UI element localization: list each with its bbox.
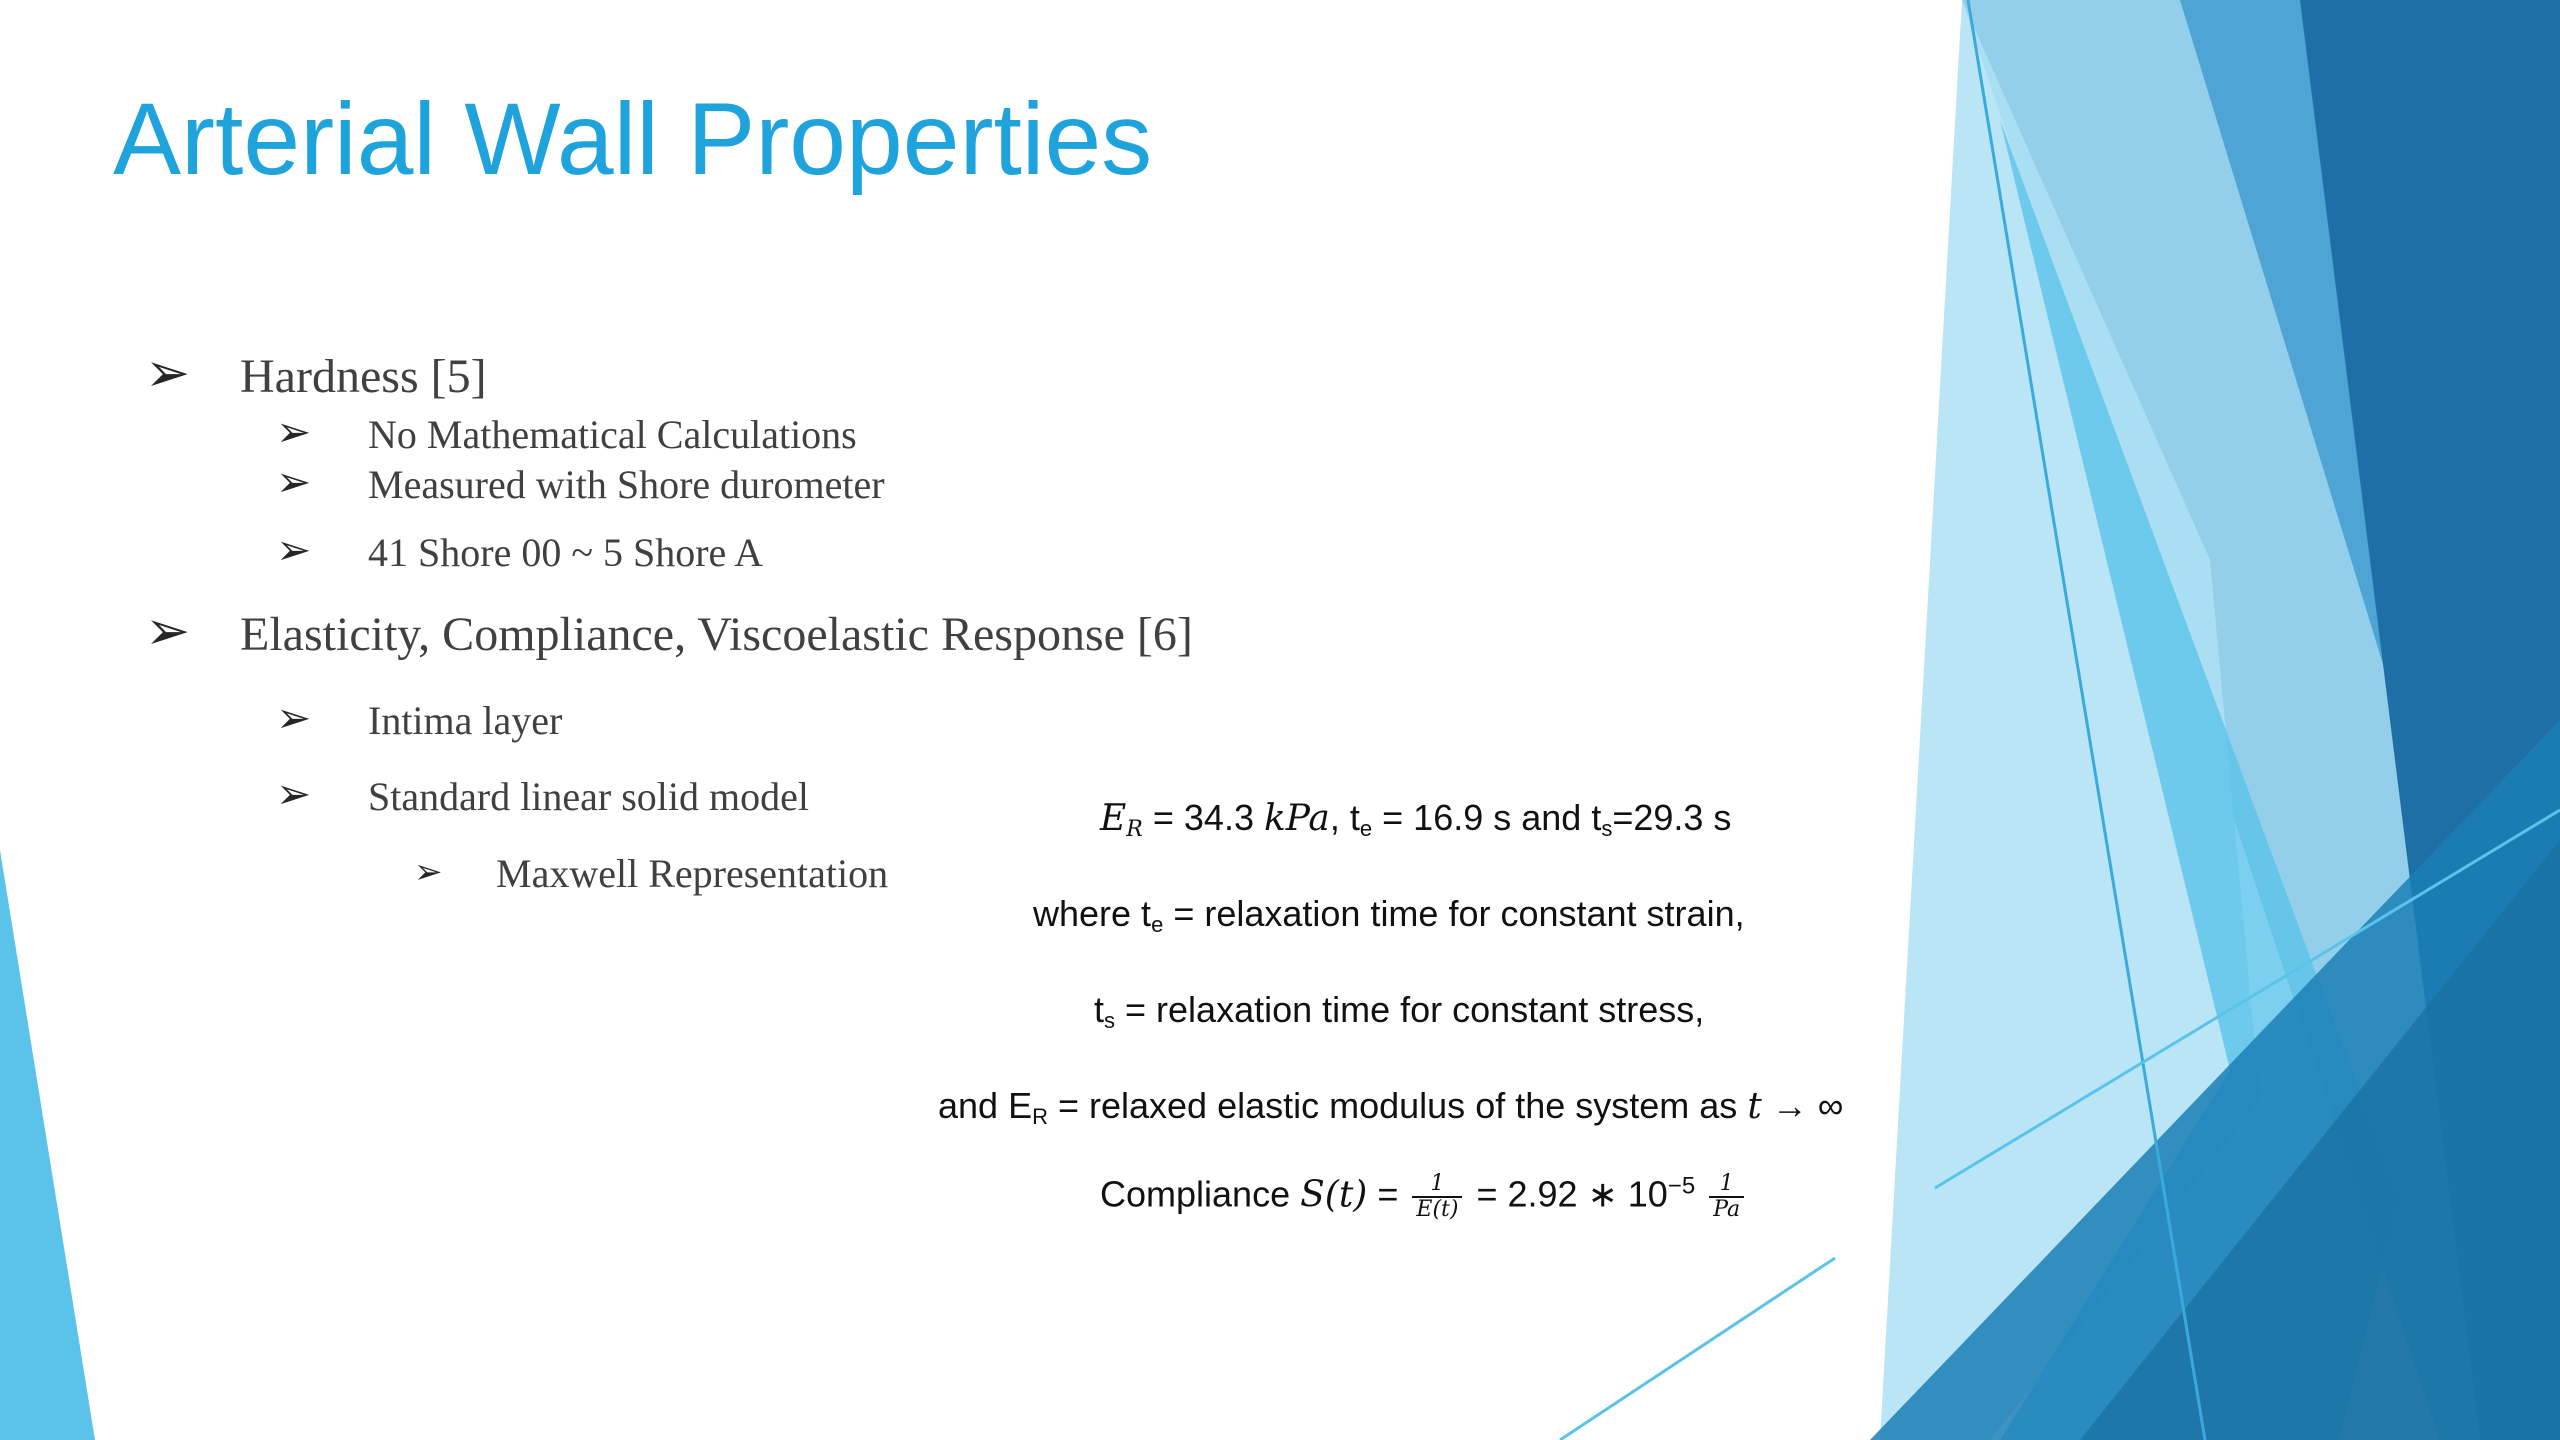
bullet-text: Intima layer (368, 698, 563, 743)
bullet-text: Measured with Shore durometer (368, 462, 885, 507)
arrow-bullet-icon: ➢ (276, 693, 312, 742)
er-def-text: = relaxed elastic modulus of the system as (1047, 1085, 1738, 1126)
er-symbol: E (1100, 798, 1127, 839)
equation-ts-definition (1094, 989, 1704, 1034)
bullet-text: Elasticity, Compliance, Viscoelastic Response [6] (240, 608, 1193, 661)
fraction-numerator: 1 (1709, 1172, 1744, 1198)
fraction-denominator: E(t) (1416, 1197, 1459, 1223)
arrow-bullet-icon: ➢ (276, 525, 312, 574)
ts-subscript: s (1601, 816, 1613, 841)
deco-line-3 (1560, 1258, 1835, 1440)
bullet-text: Standard linear solid model (368, 774, 810, 819)
slide-title: Arterial Wall Properties (113, 82, 1153, 196)
fraction-1-over-pa (1709, 1172, 1744, 1222)
er-subscript: R (1126, 817, 1143, 842)
equation-er-definition (938, 1085, 1843, 1130)
er-unit: kPa (1263, 798, 1330, 839)
ts-def-subscript: s (1104, 1008, 1116, 1033)
er-lead: and E (938, 1085, 1033, 1126)
bullet-text: Hardness [5] (240, 350, 487, 403)
fraction-denominator: Pa (1713, 1197, 1741, 1223)
equation-er-te-ts (1100, 797, 1731, 842)
bullet-text: No Mathematical Calculations (368, 412, 857, 457)
ts-value: =29.3 s (1612, 797, 1732, 838)
bullet-hardness (145, 341, 487, 404)
te-def-subscript: e (1151, 912, 1164, 937)
arrow-bullet-icon: ➢ (276, 407, 312, 456)
fraction-1-over-e (1412, 1172, 1462, 1222)
bullet-shore-durometer (276, 457, 885, 508)
arrow-bullet-icon: ➢ (276, 457, 312, 506)
arrow-bullet-icon: ➢ (145, 341, 191, 404)
compliance-value: = 2.92 ∗ 10 (1476, 1173, 1668, 1215)
arrow-bullet-icon: ➢ (414, 852, 443, 892)
te-value: = 16.9 s and t (1382, 797, 1602, 838)
fraction-numerator: 1 (1412, 1172, 1462, 1198)
left-edge-wedge (0, 850, 95, 1440)
bullet-intima-layer (276, 693, 563, 744)
compliance-function: S(t) (1300, 1174, 1368, 1216)
right-panel-mid (2180, 0, 2560, 1440)
right-panel-cyan (2000, 120, 2400, 1440)
te-lead: where t (1033, 893, 1152, 934)
bullet-elasticity (145, 599, 1193, 662)
equals-sign: = (1377, 1173, 1399, 1215)
bullet-text: Maxwell Representation (496, 851, 889, 896)
right-panel-dark (2300, 0, 2560, 1440)
te-subscript: e (1359, 816, 1373, 841)
bullet-standard-linear-solid (276, 769, 810, 820)
er-value: = 34.3 (1152, 797, 1254, 838)
arrow-bullet-icon: ➢ (276, 769, 312, 818)
right-panel-pale (1880, 0, 2260, 1440)
bullet-shore-range (276, 525, 763, 576)
deco-line-2 (1935, 810, 2560, 1188)
ts-def-text: = relaxation time for constant stress, (1115, 989, 1705, 1030)
right-panel-light (1962, 0, 2560, 1440)
arrow-bullet-icon: ➢ (145, 599, 191, 662)
bullet-no-math (276, 407, 857, 458)
equation-te-definition (1033, 893, 1745, 938)
bullet-text: 41 Shore 00 ~ 5 Shore A (368, 530, 763, 575)
er-def-subscript: R (1032, 1104, 1048, 1129)
deco-line-1 (1968, 0, 2205, 1440)
equation-compliance (1100, 1172, 1748, 1222)
compliance-exponent: −5 (1667, 1172, 1696, 1200)
bottom-right-wedge-teal (2080, 840, 2560, 1440)
limit-arrow: → ∞ (1771, 1085, 1844, 1126)
bullet-maxwell (414, 850, 889, 897)
te-symbol: , t (1329, 797, 1360, 838)
compliance-label: Compliance (1100, 1173, 1291, 1215)
ts-lead: t (1094, 989, 1105, 1030)
bottom-right-wedge-blue (1870, 720, 2560, 1440)
time-variable: t (1747, 1086, 1762, 1127)
te-def-text: = relaxation time for constant strain, (1163, 893, 1745, 934)
